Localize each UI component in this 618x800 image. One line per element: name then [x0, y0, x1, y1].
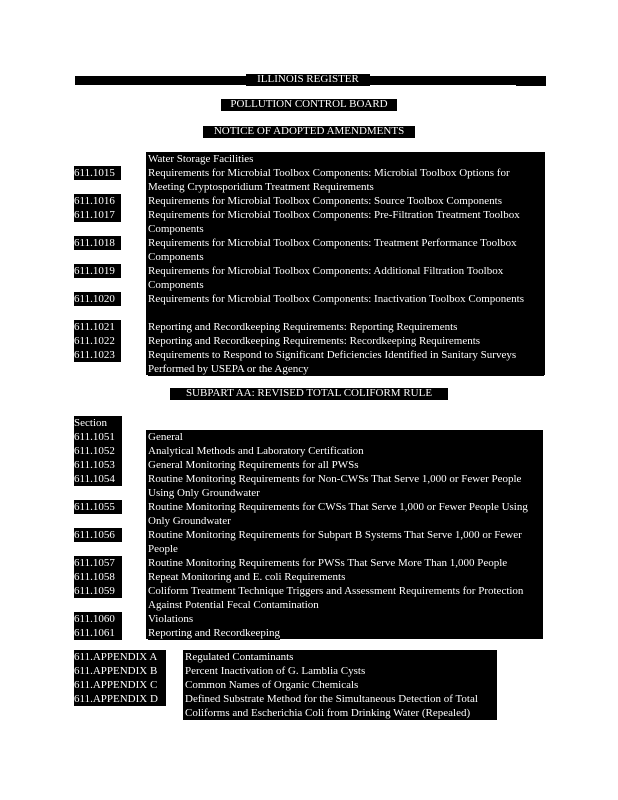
- section-number: 611.1021: [74, 320, 121, 334]
- appendix-title: Percent Inactivation of G. Lamblia Cysts: [185, 665, 366, 677]
- section-number: 611.1018: [74, 236, 121, 250]
- appendix-number: 611.APPENDIX D: [74, 692, 166, 706]
- section-title: Requirements for Microbial Toolbox Components: Microbial Toolbox Options for Meeting Cryptosporidium Treatment Requirements: [148, 166, 544, 194]
- section-number: 611.1015: [74, 166, 121, 180]
- register-title: ILLINOIS REGISTER: [246, 74, 370, 86]
- section-title: Routine Monitoring Requirements for CWSs That Serve 1,000 or Fewer People Using Only Groundwater: [148, 500, 540, 528]
- section-label: Section: [74, 416, 122, 430]
- section-title: Requirements for Microbial Toolbox Components: Additional Filtration Toolbox Components: [148, 264, 544, 292]
- section-number: 611.1061: [74, 626, 122, 640]
- section-number: 611.1016: [74, 194, 121, 208]
- board-title: POLLUTION CONTROL BOARD: [221, 99, 397, 111]
- section-number: 611.1020: [74, 292, 121, 306]
- section-title: Requirements for Microbial Toolbox Components: Source Toolbox Components: [148, 194, 544, 208]
- section-title: Violations: [148, 613, 194, 625]
- section-number: 611.1057: [74, 556, 122, 570]
- section-title: Requirements to Respond to Significant Deficiencies Identified in Sanitary Surveys Performed by USEPA or the Agency: [148, 348, 544, 376]
- appendix-number: 611.APPENDIX A: [74, 650, 166, 664]
- appendix-number: 611.APPENDIX B: [74, 664, 166, 678]
- section-number: 611.1055: [74, 500, 122, 514]
- section-title: Requirements for Microbial Toolbox Components: Pre-Filtration Treatment Toolbox Components: [148, 208, 544, 236]
- section-number: 611.1023: [74, 348, 121, 362]
- section-title: General: [148, 431, 183, 443]
- appendix-title: Regulated Contaminants: [185, 651, 294, 663]
- section-number: 611.1060: [74, 612, 122, 626]
- section-number: 611.1056: [74, 528, 122, 542]
- section-title: Requirements for Microbial Toolbox Components: Inactivation Toolbox Components: [148, 292, 544, 306]
- section-title: Repeat Monitoring and E. coli Requirements: [148, 571, 346, 583]
- section-title: Reporting and Recordkeeping: [148, 627, 280, 639]
- section-number: 611.1017: [74, 208, 121, 222]
- section-title: Routine Monitoring Requirements for Non-CWSs That Serve 1,000 or Fewer People Using Only Groundwater: [148, 472, 540, 500]
- notice-title: NOTICE OF ADOPTED AMENDMENTS: [203, 126, 415, 138]
- page-mark: [516, 80, 546, 86]
- section-title: Reporting and Recordkeeping Requirements: Recordkeeping Requirements: [148, 334, 544, 348]
- subpart-aa-heading: SUBPART AA: REVISED TOTAL COLIFORM RULE: [170, 388, 448, 400]
- lead-title: Water Storage Facilities: [148, 153, 254, 165]
- section-number: 611.1058: [74, 570, 122, 584]
- appendix-title: Defined Substrate Method for the Simultaneous Detection of Total Coliforms and Escherichia Coli from Drinking Water (Repealed): [185, 692, 495, 720]
- section-number: 611.1052: [74, 444, 122, 458]
- appendix-title: Common Names of Organic Chemicals: [185, 679, 359, 691]
- section-number: 611.1053: [74, 458, 122, 472]
- section-title: Coliform Treatment Technique Triggers and Assessment Requirements for Protection Against Potential Fecal Contamination: [148, 584, 540, 612]
- section-number: 611.1019: [74, 264, 121, 278]
- section-number: 611.1054: [74, 472, 122, 486]
- section-number: 611.1022: [74, 334, 121, 348]
- section-title: Routine Monitoring Requirements for PWSs That Serve More Than 1,000 People: [148, 557, 508, 569]
- section-number: 611.1059: [74, 584, 122, 598]
- appendix-number: 611.APPENDIX C: [74, 678, 166, 692]
- section-number: 611.1051: [74, 430, 122, 444]
- section-title: Requirements for Microbial Toolbox Components: Treatment Performance Toolbox Components: [148, 236, 544, 264]
- section-title: Routine Monitoring Requirements for Subpart B Systems That Serve 1,000 or Fewer People: [148, 528, 540, 556]
- section-title: General Monitoring Requirements for all PWSs: [148, 459, 359, 471]
- section-title: Reporting and Recordkeeping Requirements: Reporting Requirements: [148, 320, 544, 334]
- section-title: Analytical Methods and Laboratory Certification: [148, 445, 364, 457]
